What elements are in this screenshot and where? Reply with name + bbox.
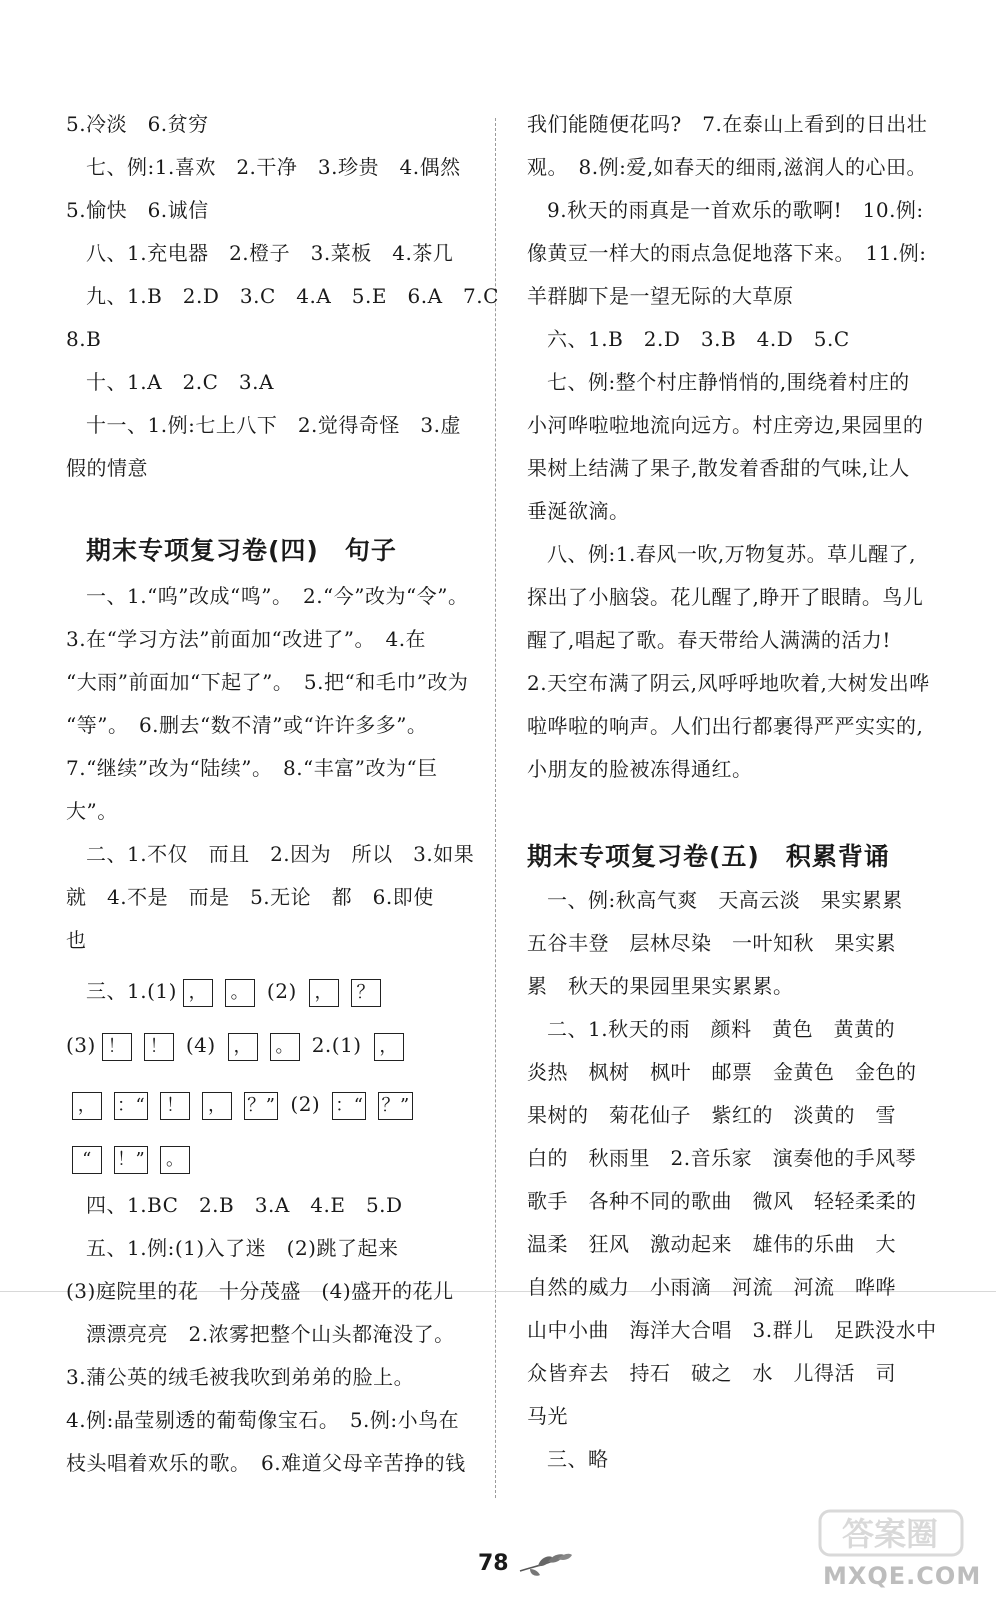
punctuation-box: ？” xyxy=(378,1092,412,1120)
punctuation-box: ！ xyxy=(160,1092,190,1120)
answer-line: 温柔 狂风 激动起来 雄伟的乐曲 大 xyxy=(527,1232,896,1256)
answer-line: 马光 xyxy=(527,1404,568,1428)
punctuation-row xyxy=(66,1030,410,1061)
punctuation-box: ：“ xyxy=(114,1092,148,1120)
svg-text:答案圈: 答案圈 xyxy=(841,1515,939,1553)
answer-line: 七、例:整个村庄静悄悄的,围绕着村庄的 xyxy=(547,370,910,394)
answer-line: 九、1.B 2.D 3.C 4.A 5.E 6.A 7.C xyxy=(86,284,499,308)
answer-line: 假的情意 xyxy=(66,456,148,480)
answer-line: 垂涎欲滴。 xyxy=(527,499,630,523)
answer-line: 十一、1.例:七上八下 2.觉得奇怪 3.虚 xyxy=(86,413,461,437)
answer-line: 我们能随便花吗? 7.在泰山上看到的日出壮 xyxy=(527,112,928,136)
row-label: 2.(1) xyxy=(311,1033,362,1057)
answer-line: 5.愉快 6.诚信 xyxy=(66,198,209,222)
row-prefix: 三、1.(1) xyxy=(86,979,177,1003)
answer-line: 八、1.充电器 2.橙子 3.菜板 4.茶几 xyxy=(86,241,454,265)
punctuation-box: ， xyxy=(228,1033,258,1061)
punctuation-box: ， xyxy=(183,979,213,1007)
answer-line: 醒了,唱起了歌。春天带给人满满的活力! xyxy=(527,628,891,652)
answer-line: 十、1.A 2.C 3.A xyxy=(86,370,274,394)
punctuation-box: ？” xyxy=(244,1092,278,1120)
answer-line: 白的 秋雨里 2.音乐家 演奏他的手风琴 xyxy=(527,1146,917,1170)
punctuation-row xyxy=(66,1143,196,1174)
leaf-ornament-icon xyxy=(518,1549,574,1579)
answer-line: 4.例:晶莹剔透的葡萄像宝石。 5.例:小鸟在 xyxy=(66,1408,460,1432)
punctuation-box: ：“ xyxy=(332,1092,366,1120)
punctuation-box: 。 xyxy=(225,979,255,1007)
answer-line: 探出了小脑袋。花儿醒了,睁开了眼睛。鸟儿 xyxy=(527,585,924,609)
answer-line: 枝头唱着欢乐的歌。 6.难道父母辛苦挣的钱 xyxy=(66,1451,466,1475)
punctuation-box: ！ xyxy=(144,1033,174,1061)
punctuation-box: 。 xyxy=(270,1033,300,1061)
punctuation-box: ！ xyxy=(102,1033,132,1061)
answer-line: 炎热 枫树 枫叶 邮票 金黄色 金色的 xyxy=(527,1060,917,1084)
row-label: (2) xyxy=(290,1092,321,1116)
answer-line: 观。 8.例:爱,如春天的细雨,滋润人的心田。 xyxy=(527,155,928,179)
row-label: (2) xyxy=(266,979,297,1003)
punctuation-box: ？ xyxy=(351,979,381,1007)
answer-line: 自然的威力 小雨滴 河流 河流 哗哗 xyxy=(527,1275,896,1299)
answer-line: 六、1.B 2.D 3.B 4.D 5.C xyxy=(547,327,850,351)
punctuation-row xyxy=(86,976,387,1007)
answer-line: 5.冷淡 6.贫穷 xyxy=(66,112,209,136)
answer-line: 累 秋天的果园里果实累累。 xyxy=(527,974,794,998)
answer-line: 羊群脚下是一望无际的大草原 xyxy=(527,284,794,308)
answer-line: 3.蒲公英的绒毛被我吹到弟弟的脸上。 xyxy=(66,1365,415,1389)
answer-line: 7.“继续”改为“陆续”。 8.“丰富”改为“巨 xyxy=(66,756,438,780)
row-label: (4) xyxy=(185,1033,216,1057)
section-title: 期末专项复习卷(四) 句子 xyxy=(86,536,397,565)
answer-line: 小朋友的脸被冻得通红。 xyxy=(527,757,753,781)
section-title: 期末专项复习卷(五) 积累背诵 xyxy=(527,842,890,871)
answer-line: 2.天空布满了阴云,风呼呼地吹着,大树发出哗 xyxy=(527,671,930,695)
answer-line: 四、1.BC 2.B 3.A 4.E 5.D xyxy=(86,1193,403,1217)
answer-line: 啦哗啦的响声。人们出行都裹得严严实实的, xyxy=(527,714,924,738)
punctuation-box: ， xyxy=(374,1033,404,1061)
watermark-url: MXQE.COM xyxy=(823,1562,982,1590)
punctuation-box: 。 xyxy=(160,1146,190,1174)
answer-line: 二、1.秋天的雨 颜料 黄色 黄黄的 xyxy=(547,1017,896,1041)
answer-line: 8.B xyxy=(66,327,102,351)
answer-line: 一、例:秋高气爽 天高云淡 果实累累 xyxy=(547,888,903,912)
answer-line: 果树上结满了果子,散发着香甜的气味,让人 xyxy=(527,456,910,480)
answer-line: 五谷丰登 层林尽染 一叶知秋 果实累 xyxy=(527,931,896,955)
punctuation-box: ， xyxy=(202,1092,232,1120)
answer-line: “大雨”前面加“下起了”。 5.把“和毛巾”改为 xyxy=(66,670,469,694)
answer-line: 众皆弃去 持石 破之 水 儿得活 司 xyxy=(527,1361,896,1385)
answer-line: 二、1.不仅 而且 2.因为 所以 3.如果 xyxy=(86,842,475,866)
punctuation-box: ！” xyxy=(114,1146,148,1174)
answer-line: 3.在“学习方法”前面加“改进了”。 4.在 xyxy=(66,627,427,651)
answer-line: 三、略 xyxy=(547,1447,609,1471)
watermark-logo xyxy=(818,1505,968,1561)
answer-line: 大”。 xyxy=(66,799,118,823)
answer-line: 9.秋天的雨真是一首欢乐的歌啊! 10.例: xyxy=(547,198,924,222)
answer-line: 歌手 各种不同的歌曲 微风 轻轻柔柔的 xyxy=(527,1189,917,1213)
answer-line: 七、例:1.喜欢 2.干净 3.珍贵 4.偶然 xyxy=(86,155,461,179)
answer-line: 就 4.不是 而是 5.无论 都 6.即使 xyxy=(66,885,434,909)
answer-line: 也 xyxy=(66,928,87,952)
answer-line: 八、例:1.春风一吹,万物复苏。草儿醒了, xyxy=(547,542,917,566)
answer-line: 山中小曲 海洋大合唱 3.群儿 足跌没水中 xyxy=(527,1318,937,1342)
punctuation-box: ， xyxy=(72,1092,102,1120)
answer-line: 漂漂亮亮 2.浓雾把整个山头都淹没了。 xyxy=(86,1322,455,1346)
page-number: 78 xyxy=(478,1551,509,1576)
answer-line: 一、1.“呜”改成“鸣”。 2.“今”改为“令”。 xyxy=(86,584,469,608)
row-prefix: (3) xyxy=(66,1033,96,1057)
punctuation-box: ， xyxy=(309,979,339,1007)
answer-line: 像黄豆一样大的雨点急促地落下来。 11.例: xyxy=(527,241,927,265)
answer-line: 小河哗啦啦地流向远方。村庄旁边,果园里的 xyxy=(527,413,924,437)
answer-line: 五、1.例:(1)入了迷 (2)跳了起来 xyxy=(86,1236,399,1260)
answer-line: “等”。 6.删去“数不清”或“许许多多”。 xyxy=(66,713,428,737)
punctuation-row xyxy=(66,1089,419,1120)
answer-line: 果树的 菊花仙子 紫红的 淡黄的 雪 xyxy=(527,1103,896,1127)
answer-line: (3)庭院里的花 十分茂盛 (4)盛开的花儿 xyxy=(66,1279,454,1303)
punctuation-box: “ xyxy=(72,1146,102,1174)
